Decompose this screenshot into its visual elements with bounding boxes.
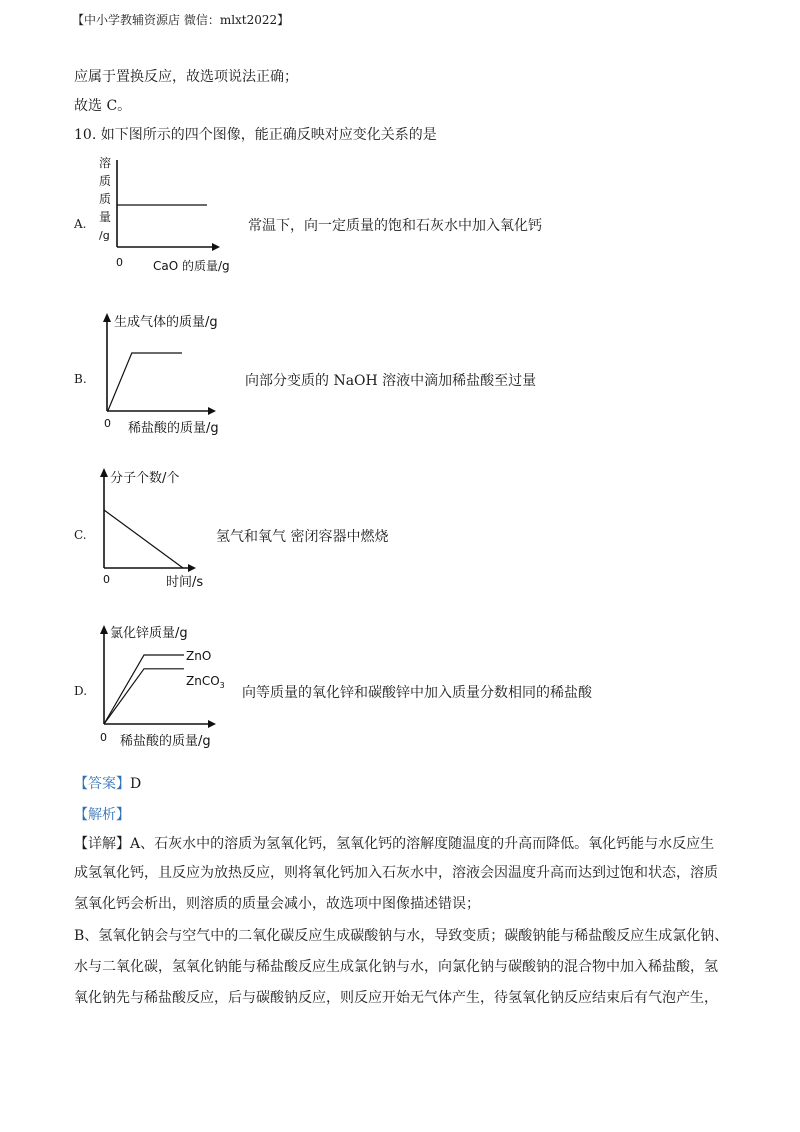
option-a-graph: [95, 152, 245, 282]
option-d-graph: [96, 620, 256, 750]
option-c-x-arrow: [188, 564, 196, 572]
option-a-origin: 0: [116, 256, 123, 269]
question-text: 10. 如下图所示的四个图像，能正确反映对应变化关系的是: [74, 127, 437, 143]
intro-line-1: 应属于置换反应，故选项说法正确；: [74, 69, 298, 85]
option-d-description: 向等质量的氧化锌和碳酸锌中加入质量分数相同的稀盐酸: [242, 685, 592, 701]
option-d-series-zno-line: [104, 655, 184, 724]
option-c-xlabel: 时间/s: [166, 575, 204, 590]
option-b-ylabel: 生成气体的质量/g: [114, 315, 218, 330]
option-c-series-line: [104, 510, 183, 568]
option-a-x-arrow: [212, 243, 220, 251]
answer-label: 【答案】: [74, 776, 130, 792]
option-c-ylabel: 分子个数/个: [110, 471, 180, 486]
option-a-ylabel-char-5: /g: [99, 229, 110, 242]
option-a-ylabel-char-1: 溶: [99, 156, 112, 170]
option-b-origin: 0: [104, 417, 111, 430]
detail-label: 【详解】: [74, 836, 130, 852]
option-d-ylabel: 氯化锌质量/g: [110, 626, 188, 641]
option-c-graph: [96, 465, 226, 590]
detail-line-6: 氧化钠先与稀盐酸反应，后与碳酸钠反应，则反应开始无气体产生，待氢氧化钠反应结束后有气泡产生，: [74, 990, 718, 1006]
option-a-ylabel-char-2: 质: [99, 174, 112, 188]
option-c-description: 氢气和氧气 密闭容器中燃烧: [216, 529, 389, 545]
option-c-letter: C.: [74, 528, 87, 542]
detail-line-4: B、氢氧化钠会与空气中的二氧化碳反应生成碳酸钠与水，导致变质；碳酸钠能与稀盐酸反应生成氯化钠、: [74, 928, 729, 944]
option-a-letter: A.: [74, 217, 87, 231]
detail-line-2: 成氢氧化钙，且反应为放热反应，则将氧化钙加入石灰水中，溶液会因温度升高而达到过饱和状态，溶质: [74, 865, 718, 881]
intro-line-2: 故选 C。: [74, 98, 132, 114]
option-d-xlabel: 稀盐酸的质量/g: [120, 734, 211, 749]
option-d-x-arrow: [208, 720, 216, 728]
option-b-xlabel: 稀盐酸的质量/g: [128, 421, 219, 436]
analysis-label: 【解析】: [74, 807, 130, 823]
answer-value: D: [130, 776, 142, 792]
option-a-xlabel: CaO 的质量/g: [153, 259, 230, 273]
page-header: 【中小学教辅资源店 微信：mlxt2022】: [72, 13, 290, 27]
detail-line-1: 【详解】A、石灰水中的溶质为氢氧化钙，氢氧化钙的溶解度随温度的升高而降低。氧化钙能与水反应生: [74, 836, 715, 852]
option-a-ylabel-char-3: 质: [99, 192, 112, 206]
answer-row: [74, 773, 141, 793]
option-d-series-znco3-line: [104, 669, 184, 724]
detail-line-3: 氢氧化钙会析出，则溶质的质量会减小，故选项中图像描述错误；: [74, 896, 480, 912]
option-b-graph: [96, 310, 256, 435]
option-d-origin: 0: [100, 731, 107, 744]
option-a-description: 常温下，向一定质量的饱和石灰水中加入氧化钙: [248, 218, 542, 234]
option-c-origin: 0: [103, 573, 110, 586]
option-b-series-line: [107, 353, 182, 411]
option-a-ylabel-char-4: 量: [99, 210, 112, 224]
detail-line-5: 水与二氧化碳，氢氧化钠能与稀盐酸反应生成氯化钠与水，向氯化钠与碳酸钠的混合物中加入稀盐酸，氢: [74, 959, 718, 975]
option-d-series-zno-label: ZnO: [186, 649, 212, 663]
option-b-x-arrow: [208, 407, 216, 415]
option-b-description: 向部分变质的 NaOH 溶液中滴加稀盐酸至过量: [245, 373, 537, 389]
option-d-series-znco3-label: ZnCO$_3$: [186, 674, 225, 690]
option-d-letter: D.: [74, 684, 88, 698]
option-b-letter: B.: [74, 372, 87, 386]
